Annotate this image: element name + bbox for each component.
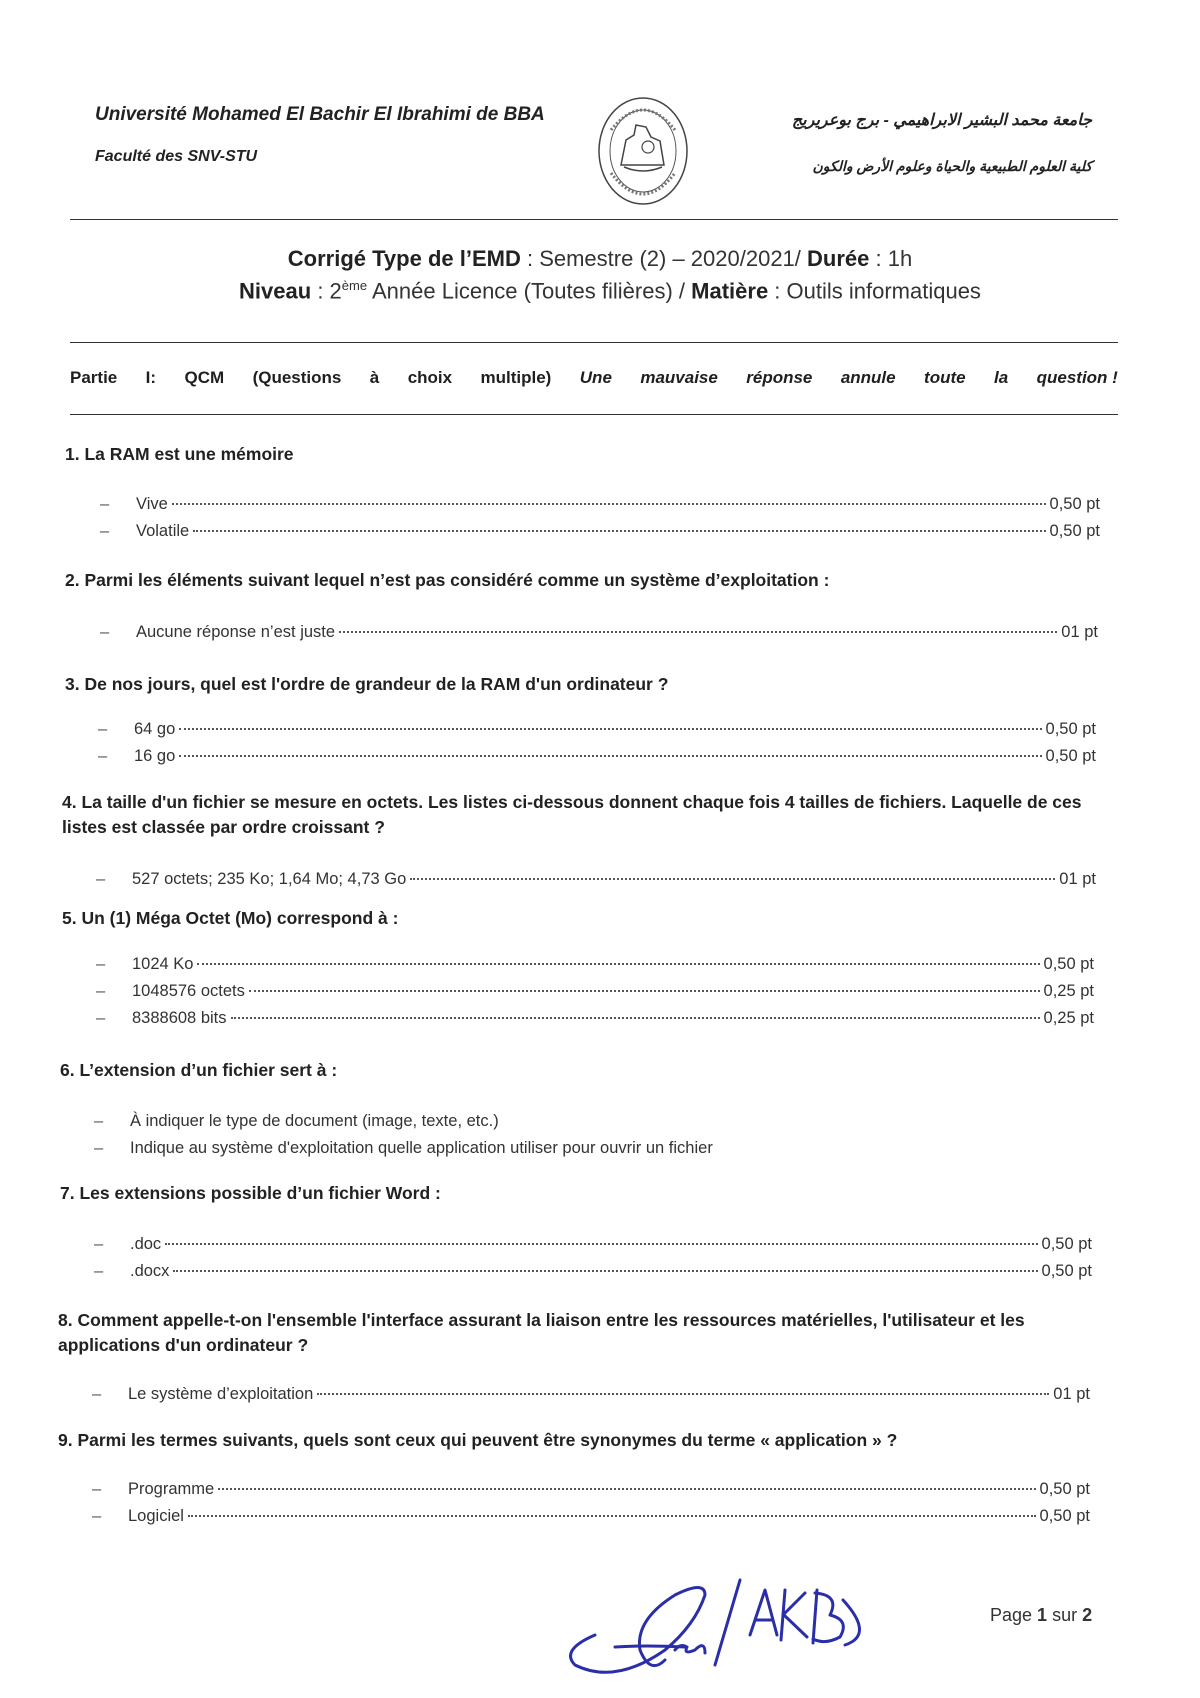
answer-points: 0,50 pt: [1045, 720, 1096, 738]
partie-word: I:: [145, 368, 157, 387]
title-semester: : Semestre (2) – 2020/2021/: [520, 246, 808, 271]
answer-row: [92, 1507, 1090, 1533]
dotted-leader: [317, 1393, 1049, 1395]
page-mid: sur: [1047, 1605, 1083, 1625]
partie-divider: [70, 414, 1118, 415]
answer-points: 0,50 pt: [1043, 955, 1094, 973]
partie-word: QCM: [184, 368, 225, 387]
answer-row: [100, 495, 1100, 521]
answer-points: 0,25 pt: [1043, 982, 1094, 1000]
bullet-dash: –: [98, 747, 108, 765]
niveau-value: Année Licence (Toutes filières) /: [367, 278, 692, 304]
partie-word: Partie: [70, 368, 118, 387]
answer-row: [98, 720, 1096, 746]
dotted-leader: [339, 631, 1057, 633]
bullet-dash: –: [94, 1139, 104, 1157]
answer-label: 64 go: [134, 720, 176, 738]
answer-label: À indiquer le type de document (image, texte, etc.): [130, 1112, 499, 1130]
bullet-dash: –: [100, 495, 110, 513]
partie-warning-word: la: [994, 368, 1009, 387]
bullet-dash: –: [94, 1235, 104, 1253]
answer-label: Le système d’exploitation: [128, 1385, 314, 1403]
answer-points: 01 pt: [1061, 623, 1098, 641]
partie-word: choix: [407, 368, 453, 387]
niveau-sup: ème: [341, 278, 368, 293]
question-text: 2. Parmi les éléments suivant lequel n’est pas considéré comme un système d’exploitation :: [65, 570, 830, 590]
answer-label: 1024 Ko: [132, 955, 194, 973]
partie-warning-word: annule: [840, 368, 896, 387]
answer-points: 0,50 pt: [1049, 495, 1100, 513]
dotted-leader: [188, 1515, 1036, 1517]
dotted-leader: [197, 963, 1039, 965]
title-divider: [70, 342, 1118, 343]
answer-points: 0,50 pt: [1039, 1507, 1090, 1525]
exam-subtitle: [10, 278, 1200, 304]
answer-points: 01 pt: [1053, 1385, 1090, 1403]
dotted-leader: [179, 728, 1041, 730]
question-text: 3. De nos jours, quel est l'ordre de grandeur de la RAM d'un ordinateur ?: [65, 674, 669, 694]
answer-label: .docx: [130, 1262, 170, 1280]
question-text: 9. Parmi les termes suivants, quels sont ceux qui peuvent être synonymes du terme « application » ?: [58, 1430, 898, 1450]
answer-row: [96, 982, 1094, 1008]
question-text: 4. La taille d'un fichier se mesure en octets. Les listes ci-dessous donnent chaque fois 4 tailles de fichiers. Laquelle de ces listes est classée par ordre croissant ?: [62, 792, 1082, 837]
answer-label: 1048576 octets: [132, 982, 245, 1000]
question-text: 5. Un (1) Méga Octet (Mo) correspond à :: [62, 908, 399, 928]
bullet-dash: –: [94, 1262, 104, 1280]
partie-warning-word: réponse: [746, 368, 813, 387]
handwritten-signature-icon: [555, 1555, 915, 1695]
answer-row: [96, 955, 1094, 981]
duree-label: Durée: [807, 246, 870, 271]
bullet-dash: –: [100, 623, 110, 641]
dotted-leader: [218, 1488, 1035, 1490]
bullet-dash: –: [96, 955, 106, 973]
dotted-leader: [410, 878, 1055, 880]
answer-row: [96, 1009, 1094, 1035]
answer-row: [96, 870, 1096, 896]
dotted-leader: [231, 1017, 1040, 1019]
answer-row: [94, 1235, 1092, 1261]
bullet-dash: –: [92, 1385, 102, 1403]
answer-label: Volatile: [136, 522, 190, 540]
answer-label: Indique au système d'exploitation quelle application utiliser pour ouvrir un fichier: [130, 1139, 713, 1157]
partie-warning-word: question !: [1036, 368, 1118, 387]
exam-title: [0, 246, 1200, 272]
dotted-leader: [172, 503, 1046, 505]
bullet-dash: –: [92, 1507, 102, 1525]
partie-warning-word: toute: [924, 368, 966, 387]
answer-points: 0,25 pt: [1043, 1009, 1094, 1027]
dotted-leader: [165, 1243, 1037, 1245]
bullet-dash: –: [96, 1009, 106, 1027]
answer-points: 0,50 pt: [1041, 1235, 1092, 1253]
question-text: 8. Comment appelle-t-on l'ensemble l'interface assurant la liaison entre les ressources matérielles, l'utilisateur et les applications d'un ordinateur ?: [58, 1310, 1025, 1355]
page-prefix: Page: [990, 1605, 1038, 1625]
bullet-dash: –: [98, 720, 108, 738]
answer-label: Logiciel: [128, 1507, 184, 1525]
answer-points: 0,50 pt: [1049, 522, 1100, 540]
page-current: 1: [1037, 1605, 1048, 1625]
answer-row: [92, 1385, 1090, 1411]
niveau-label: Niveau: [239, 278, 312, 304]
header-divider: [70, 219, 1118, 220]
question-text: 6. L’extension d’un fichier sert à :: [60, 1060, 338, 1080]
answer-label: .doc: [130, 1235, 162, 1253]
faculty-name-ar: كلية العلوم الطبيعية والحياة وعلوم الأرض والكون: [812, 158, 1092, 174]
answer-label: Vive: [136, 495, 168, 513]
matiere-label: Matière: [691, 278, 769, 304]
title-bold: Corrigé Type de l’EMD: [287, 246, 521, 271]
partie-heading: [70, 368, 1118, 388]
page-total: 2: [1082, 1605, 1093, 1625]
duree-value: : 1h: [869, 246, 913, 271]
answer-points: 0,50 pt: [1039, 1480, 1090, 1498]
answer-label: 16 go: [134, 747, 176, 765]
answer-row: [92, 1480, 1090, 1506]
matiere-value: : Outils informatiques: [768, 278, 981, 304]
dotted-leader: [173, 1270, 1037, 1272]
partie-warning-word: mauvaise: [640, 368, 718, 387]
answer-points: 0,50 pt: [1045, 747, 1096, 765]
answer-label: 8388608 bits: [132, 1009, 227, 1027]
answer-points: 0,50 pt: [1041, 1262, 1092, 1280]
answer-label: Programme: [128, 1480, 215, 1498]
question-text: 7. Les extensions possible d’un fichier Word :: [60, 1183, 441, 1203]
answer-row: [100, 623, 1098, 649]
dotted-leader: [249, 990, 1040, 992]
answer-row: [94, 1139, 1094, 1165]
answer-label: 527 octets; 235 Ko; 1,64 Mo; 4,73 Go: [132, 870, 407, 888]
niveau-prefix: : 2: [311, 278, 342, 304]
university-name-ar: جامعة محمد البشير الابراهيمي - برج بوعريريج: [791, 112, 1092, 129]
partie-word: (Questions: [252, 368, 342, 387]
answer-label: Aucune réponse n’est juste: [136, 623, 336, 641]
partie-warning-word: Une: [579, 368, 612, 387]
university-seal-icon: [596, 95, 690, 207]
partie-word: multiple): [480, 368, 552, 387]
answer-row: [94, 1112, 1094, 1138]
dotted-leader: [193, 530, 1045, 532]
university-name-fr: Université Mohamed El Bachir El Ibrahimi de BBA: [95, 104, 545, 125]
answer-row: [100, 522, 1100, 548]
answer-points: 01 pt: [1059, 870, 1096, 888]
bullet-dash: –: [100, 522, 110, 540]
bullet-dash: –: [94, 1112, 104, 1130]
answer-row: [94, 1262, 1092, 1288]
question-text: 1. La RAM est une mémoire: [65, 444, 294, 464]
bullet-dash: –: [96, 982, 106, 1000]
faculty-name-fr: Faculté des SNV-STU: [95, 148, 258, 165]
bullet-dash: –: [96, 870, 106, 888]
answer-row: [98, 747, 1096, 773]
bullet-dash: –: [92, 1480, 102, 1498]
page-number: [990, 1605, 1092, 1626]
dotted-leader: [179, 755, 1041, 757]
partie-word: à: [369, 368, 380, 387]
